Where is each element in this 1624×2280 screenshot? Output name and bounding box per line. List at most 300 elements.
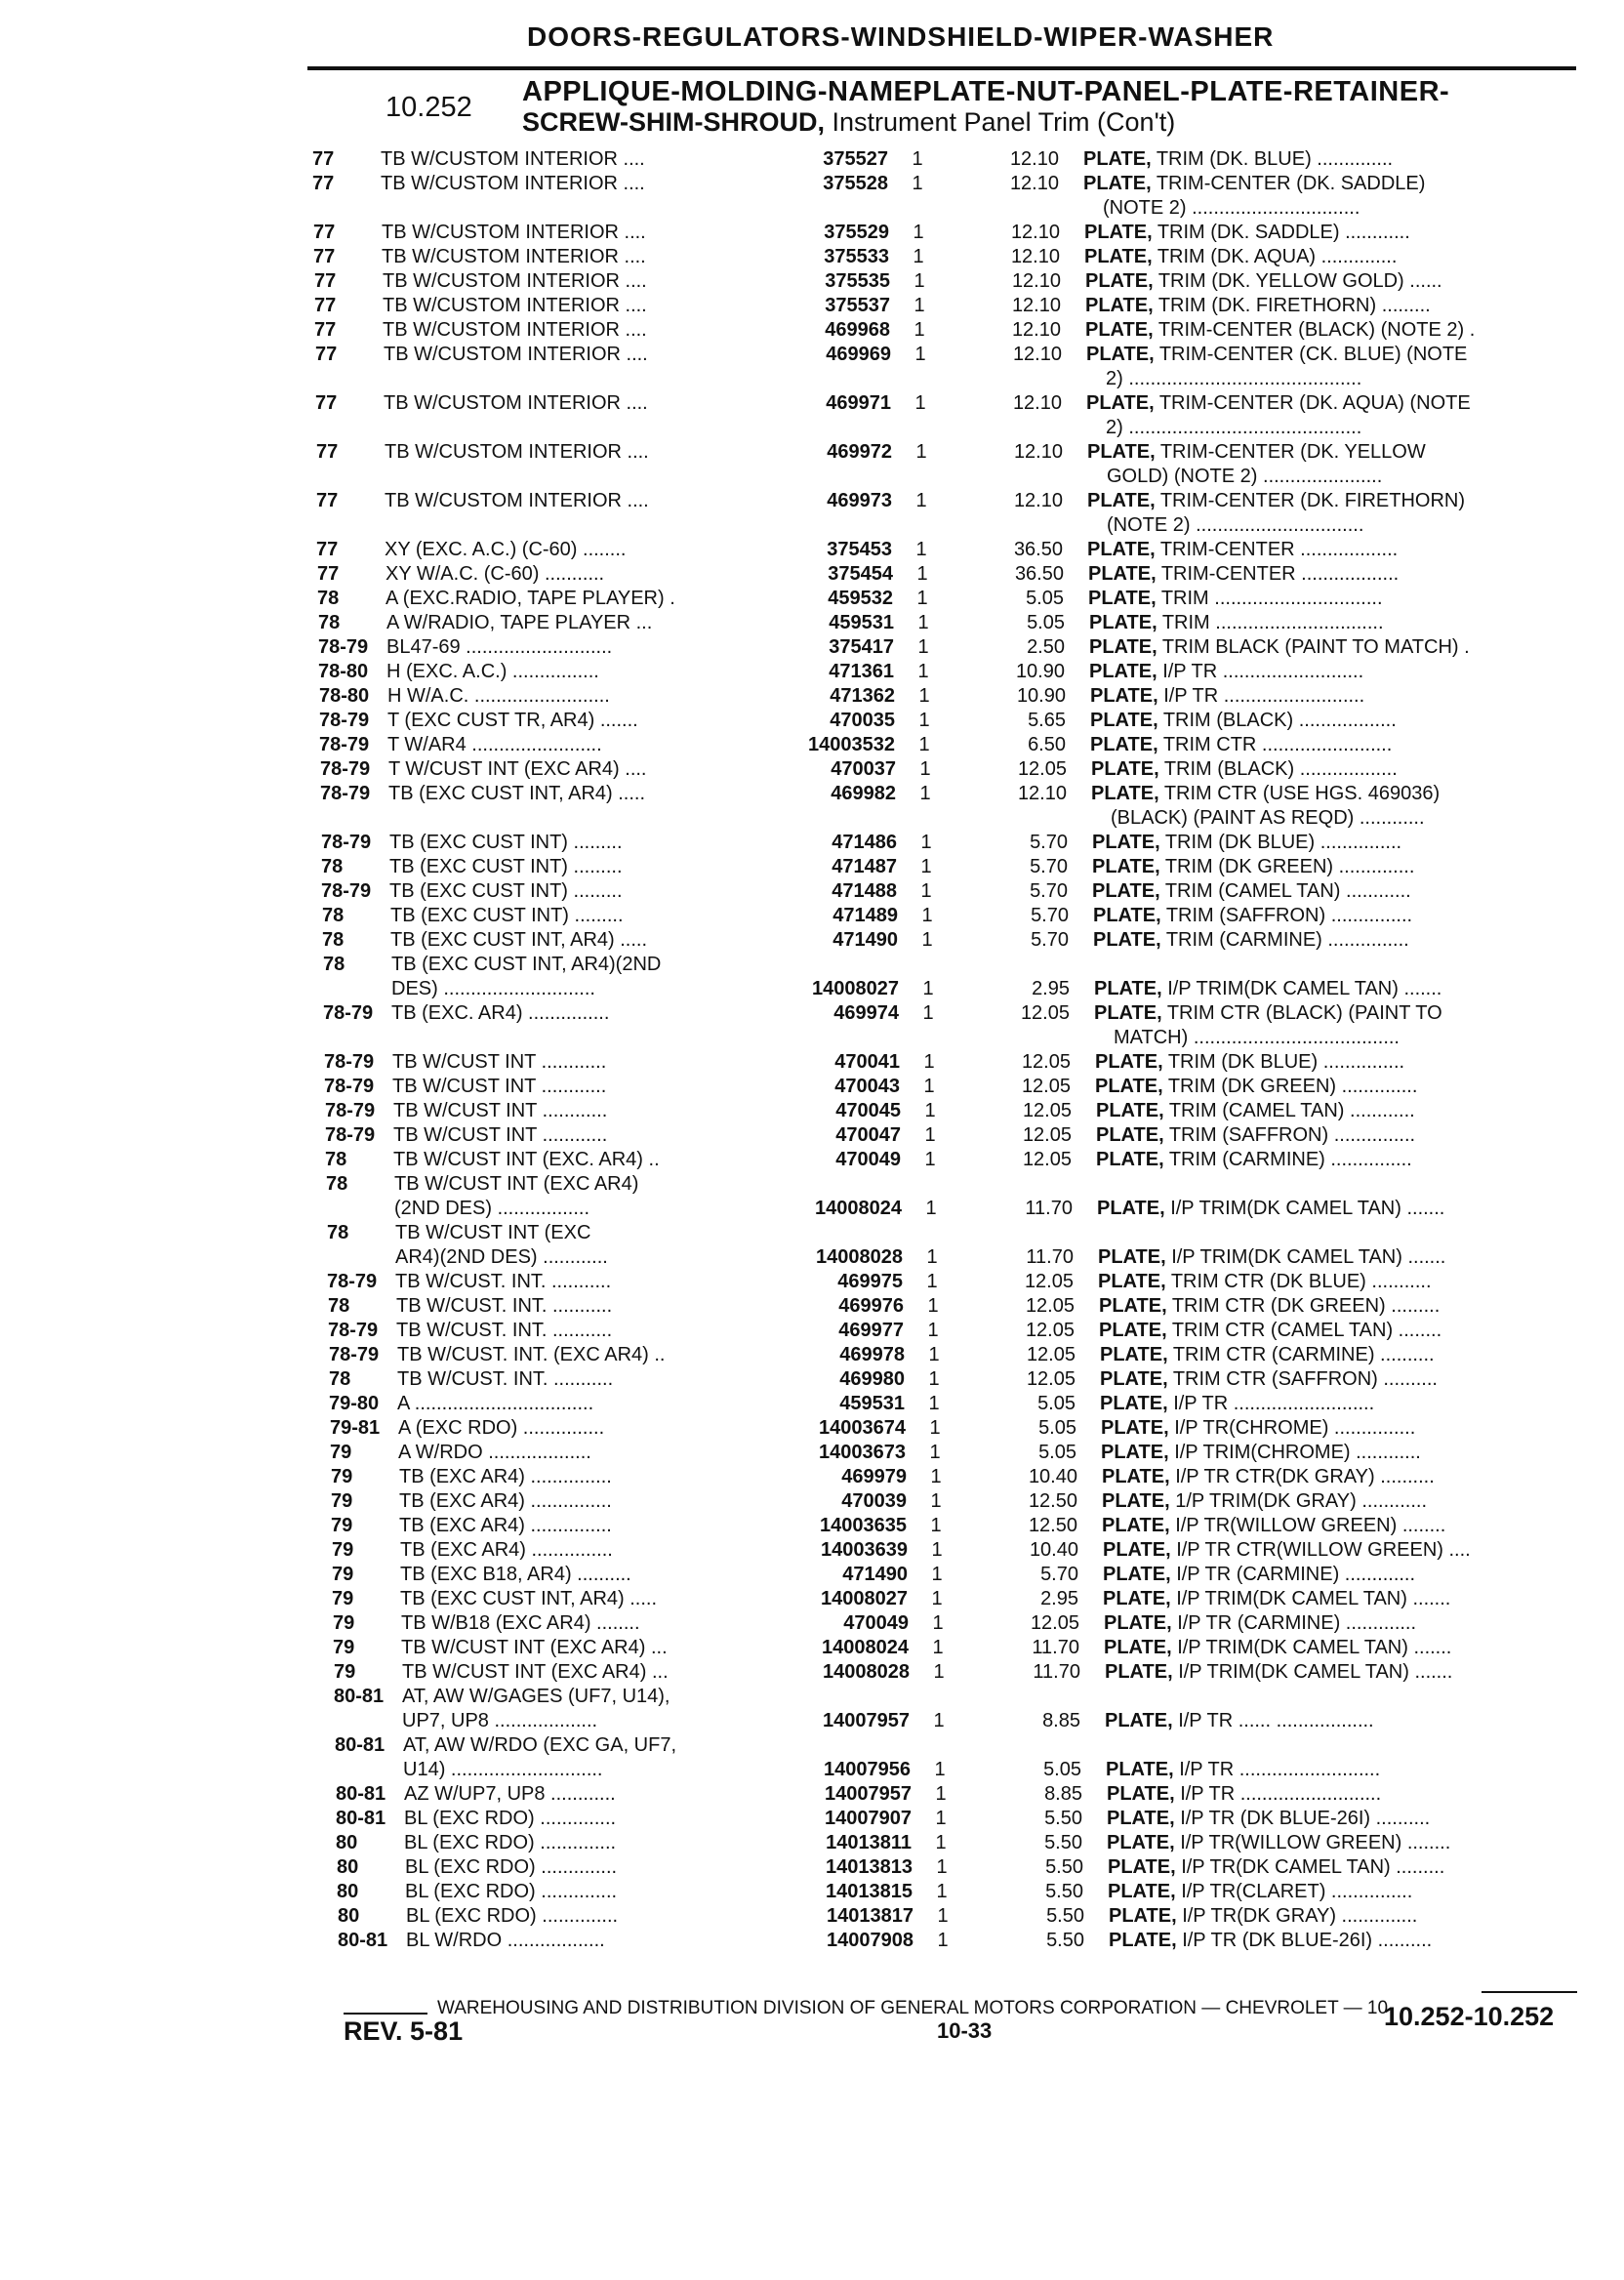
model-year-cell: 80-81 (338, 1930, 388, 1951)
quantity-cell: 1 (936, 1881, 948, 1902)
model-year-cell: 78 (329, 1368, 351, 1390)
price-cell: 12.05 (1030, 1612, 1079, 1634)
table-row (333, 1611, 1602, 1636)
table-row (325, 1099, 1594, 1123)
part-number-cell: 469975 (837, 1271, 903, 1292)
price-cell: 12.05 (1022, 1149, 1072, 1170)
application-cell: A ................................. (397, 1393, 594, 1414)
model-year-cell: 78-79 (323, 1002, 374, 1024)
application-cell: T W/AR4 ........................ (387, 734, 602, 755)
table-row (324, 1075, 1593, 1099)
revision-label: REV. 5-81 (344, 2016, 464, 2046)
description-cell: PLATE, 1/P TRIM(DK GRAY) ............ (1102, 1490, 1428, 1512)
part-number-cell: 375417 (829, 636, 894, 658)
description-cell: PLATE, TRIM (BLACK) .................. (1091, 758, 1398, 780)
table-row (326, 1197, 1595, 1221)
table-row (315, 391, 1584, 416)
model-year-cell: 80-81 (336, 1808, 386, 1829)
description-cell: PLATE, I/P TR(CLARET) ............... (1108, 1881, 1413, 1902)
application-cell: TB (EXC CUST INT, AR4)(2ND (391, 954, 662, 975)
price-cell: 5.70 (1040, 1564, 1078, 1585)
application-cell: TB W/CUSTOM INTERIOR .... (381, 173, 645, 194)
quantity-cell: 1 (913, 246, 924, 267)
description-cell: PLATE, TRIM CTR (DK GREEN) ......... (1099, 1295, 1441, 1317)
description-cell: PLATE, TRIM (DK. SADDLE) ............ (1084, 222, 1410, 243)
table-row (316, 538, 1585, 562)
table-row (313, 221, 1582, 245)
application-cell: TB W/B18 (EXC AR4) ........ (401, 1612, 640, 1634)
quantity-cell: 1 (920, 832, 932, 853)
description-cell: PLATE, TRIM CTR (CARMINE) .......... (1100, 1344, 1435, 1365)
quantity-cell: 1 (933, 1710, 945, 1731)
model-year-cell: 78-79 (324, 1051, 375, 1073)
quantity-cell: 1 (914, 270, 925, 292)
quantity-cell: 1 (937, 1905, 949, 1927)
table-row (317, 562, 1586, 587)
model-year-cell: 77 (313, 222, 336, 243)
quantity-cell: 1 (918, 710, 930, 731)
description-cell: PLATE, I/P TR .......................... (1089, 661, 1364, 682)
model-year-cell: 79 (331, 1490, 353, 1512)
price-cell: 5.70 (1030, 880, 1068, 902)
application-cell: BL47-69 ........................... (386, 636, 613, 658)
table-row (327, 1270, 1596, 1294)
description-cell: PLATE, TRIM ............................... (1088, 588, 1383, 609)
table-row (317, 587, 1586, 611)
description-cell: PLATE, TRIM (SAFFRON) ............... (1093, 905, 1413, 926)
part-number-cell: 469977 (838, 1320, 904, 1341)
description-cell: PLATE, I/P TR(WILLOW GREEN) ........ (1102, 1515, 1446, 1536)
table-row (322, 904, 1591, 928)
table-row (312, 172, 1581, 196)
price-cell: 10.40 (1029, 1539, 1078, 1561)
price-cell: 12.05 (1025, 1320, 1075, 1341)
part-number-cell: 14008024 (815, 1198, 902, 1219)
price-cell: 5.70 (1031, 929, 1069, 951)
part-number-cell: 14003674 (819, 1417, 906, 1439)
part-number-cell: 469971 (826, 392, 891, 414)
price-cell: 5.05 (1038, 1442, 1076, 1463)
application-cell: AR4)(2ND DES) ............ (395, 1246, 608, 1268)
quantity-cell: 1 (922, 1002, 934, 1024)
description-continuation: 2) ........................................... (1106, 368, 1362, 389)
description-cell: PLATE, TRIM (DK. FIRETHORN) ......... (1085, 295, 1431, 316)
model-year-cell: 77 (315, 392, 338, 414)
part-number-cell: 14003639 (821, 1539, 908, 1561)
price-cell: 12.05 (1026, 1368, 1076, 1390)
table-row (328, 1319, 1597, 1343)
part-number-cell: 375453 (827, 539, 892, 560)
part-number-cell: 471486 (832, 832, 897, 853)
application-cell: TB W/CUSTOM INTERIOR .... (381, 148, 645, 170)
description-cell: PLATE, TRIM (CAMEL TAN) ............ (1096, 1100, 1415, 1121)
quantity-cell: 1 (915, 539, 927, 560)
description-cell: PLATE, TRIM-CENTER .................. (1088, 563, 1400, 585)
part-number-cell: 471361 (829, 661, 894, 682)
part-number-cell: 14007908 (827, 1930, 914, 1951)
application-cell: BL (EXC RDO) .............. (406, 1905, 619, 1927)
description-cell: PLATE, TRIM (DK BLUE) ............... (1092, 832, 1402, 853)
price-cell: 6.50 (1028, 734, 1066, 755)
application-cell: TB (EXC B18, AR4) .......... (400, 1564, 631, 1585)
table-row (329, 1367, 1598, 1392)
quantity-cell: 1 (927, 1320, 939, 1341)
description-cell: PLATE, TRIM-CENTER (DK. FIRETHORN) (1087, 490, 1466, 511)
model-year-cell: 79-80 (329, 1393, 380, 1414)
part-number-cell: 469978 (839, 1344, 905, 1365)
description-cell: PLATE, TRIM-CENTER (CK. BLUE) (NOTE (1086, 344, 1468, 365)
application-cell: BL (EXC RDO) .............. (404, 1832, 617, 1853)
price-cell: 12.05 (1017, 758, 1067, 780)
table-row (336, 1831, 1604, 1855)
model-year-cell: 79 (330, 1442, 352, 1463)
table-row (330, 1416, 1599, 1441)
part-number-cell: 14013817 (827, 1905, 914, 1927)
application-cell: DES) ............................ (391, 978, 595, 999)
part-number-cell: 470039 (841, 1490, 907, 1512)
model-year-cell: 78 (325, 1149, 347, 1170)
quantity-cell: 1 (932, 1637, 944, 1658)
part-number-cell: 471490 (842, 1564, 908, 1585)
table-row (314, 318, 1583, 343)
application-cell: T (EXC CUST TR, AR4) ....... (387, 710, 638, 731)
price-cell: 36.50 (1013, 539, 1063, 560)
price-cell: 11.70 (1025, 1198, 1073, 1219)
part-number-cell: 14008024 (822, 1637, 909, 1658)
application-cell: AT, AW W/RDO (EXC GA, UF7, (403, 1734, 677, 1756)
table-row (335, 1758, 1604, 1782)
model-year-cell: 78 (327, 1222, 349, 1243)
table-row (319, 733, 1588, 757)
price-cell: 5.05 (1037, 1393, 1076, 1414)
part-number-cell: 469973 (827, 490, 892, 511)
table-row (327, 1221, 1596, 1245)
quantity-cell: 1 (926, 1271, 938, 1292)
price-cell: 10.90 (1015, 661, 1065, 682)
description-cell: PLATE, I/P TRIM(CHROME) ............ (1101, 1442, 1421, 1463)
model-year-cell: 78-80 (318, 661, 369, 682)
quantity-cell: 1 (912, 173, 923, 194)
application-cell: TB W/CUST. INT. ........... (397, 1368, 614, 1390)
model-year-cell: 77 (317, 563, 340, 585)
price-cell: 12.05 (1022, 1124, 1072, 1146)
price-cell: 12.10 (1011, 295, 1061, 316)
part-number-cell: 14013811 (826, 1832, 912, 1853)
price-cell: 5.50 (1046, 1905, 1084, 1927)
table-row (337, 1855, 1605, 1880)
quantity-cell: 1 (915, 490, 927, 511)
table-row (314, 294, 1583, 318)
quantity-cell: 1 (921, 905, 933, 926)
part-number-cell: 469969 (826, 344, 891, 365)
model-year-cell: 78 (321, 856, 344, 877)
table-row (318, 611, 1587, 635)
part-number-cell: 375528 (823, 173, 888, 194)
price-cell: 5.05 (1026, 588, 1064, 609)
table-row (316, 489, 1585, 513)
description-cell: PLATE, TRIM (DK GREEN) .............. (1095, 1076, 1418, 1097)
model-year-cell: 78-79 (320, 758, 371, 780)
description-cell: PLATE, TRIM (CARMINE) ............... (1096, 1149, 1412, 1170)
part-number-cell: 471362 (830, 685, 895, 707)
application-cell: TB W/CUST INT (EXC AR4) ... (402, 1661, 669, 1683)
quantity-cell: 1 (929, 1417, 941, 1439)
application-cell: AZ W/UP7, UP8 ............ (404, 1783, 616, 1805)
quantity-cell: 1 (936, 1856, 948, 1878)
price-cell: 5.70 (1030, 832, 1068, 853)
part-number-cell: 375454 (828, 563, 893, 585)
quantity-cell: 1 (931, 1564, 943, 1585)
price-cell: 12.10 (1009, 173, 1059, 194)
application-cell: UP7, UP8 ................... (402, 1710, 598, 1731)
price-cell: 12.10 (1010, 246, 1060, 267)
model-year-cell: 78-79 (324, 1076, 375, 1097)
description-cell: PLATE, I/P TR ...... .................. (1105, 1710, 1374, 1731)
part-number-cell: 471488 (832, 880, 897, 902)
quantity-cell: 1 (920, 856, 932, 877)
quantity-cell: 1 (918, 734, 930, 755)
description-continuation: (NOTE 2) ............................... (1103, 197, 1360, 219)
quantity-cell: 1 (924, 1100, 936, 1121)
part-number-cell: 469968 (825, 319, 890, 341)
quantity-cell: 1 (920, 880, 932, 902)
application-cell: AT, AW W/GAGES (UF7, U14), (402, 1686, 670, 1707)
part-number-cell: 14013813 (826, 1856, 913, 1878)
model-year-cell: 79 (332, 1564, 354, 1585)
table-row (328, 1294, 1597, 1319)
description-cell: PLATE, I/P TR(DK CAMEL TAN) ......... (1108, 1856, 1445, 1878)
description-cell: PLATE, TRIM-CENTER .................. (1087, 539, 1399, 560)
application-cell: TB (EXC CUST INT) ......... (389, 880, 623, 902)
quantity-cell: 1 (935, 1808, 947, 1829)
model-year-cell: 80-81 (336, 1783, 386, 1805)
table-row (330, 1441, 1599, 1465)
quantity-cell: 1 (928, 1393, 940, 1414)
application-cell: TB W/CUST. INT. ........... (396, 1295, 613, 1317)
quantity-cell: 1 (926, 1246, 938, 1268)
description-cell: PLATE, I/P TRIM(DK CAMEL TAN) ....... (1103, 1588, 1451, 1609)
part-number-cell: 14003635 (820, 1515, 907, 1536)
table-row (332, 1538, 1601, 1563)
model-year-cell: 79 (331, 1466, 353, 1487)
table-row (329, 1343, 1598, 1367)
description-cell: PLATE, TRIM (CARMINE) ............... (1093, 929, 1409, 951)
quantity-cell: 1 (912, 148, 923, 170)
part-number-cell: 471490 (832, 929, 898, 951)
price-cell: 11.70 (1026, 1246, 1074, 1268)
table-row (325, 1123, 1594, 1148)
application-cell: TB W/CUST. INT. (EXC AR4) .. (397, 1344, 666, 1365)
description-cell: PLATE, TRIM CTR (USE HGS. 469036) (1091, 783, 1441, 804)
application-cell: TB W/CUSTOM INTERIOR .... (382, 246, 646, 267)
quantity-cell: 1 (933, 1661, 945, 1683)
quantity-cell: 1 (930, 1515, 942, 1536)
model-year-cell: 79 (333, 1612, 355, 1634)
price-cell: 36.50 (1014, 563, 1064, 585)
description-cell: PLATE, I/P TR(CHROME) ............... (1101, 1417, 1416, 1439)
quantity-cell: 1 (915, 441, 927, 463)
model-year-cell: 78-79 (318, 636, 369, 658)
model-year-cell: 77 (312, 173, 335, 194)
application-cell: U14) ............................ (403, 1759, 603, 1780)
model-year-cell: 78-79 (321, 832, 372, 853)
table-row (336, 1782, 1604, 1807)
description-cell: PLATE, TRIM (DK. YELLOW GOLD) ...... (1085, 270, 1442, 292)
description-continuation: MATCH) ...................................... (1114, 1027, 1400, 1048)
table-row (334, 1685, 1603, 1709)
part-number-cell: 14008028 (823, 1661, 910, 1683)
description-cell: PLATE, I/P TR (CARMINE) ............. (1103, 1564, 1416, 1585)
application-cell: TB W/CUST. INT. ........... (396, 1320, 613, 1341)
part-number-cell: 14007957 (825, 1783, 912, 1805)
footer-rule-right (1482, 1991, 1577, 1993)
table-row (321, 831, 1590, 855)
application-cell: TB W/CUST. INT. ........... (395, 1271, 612, 1292)
quantity-cell: 1 (914, 295, 925, 316)
price-cell: 12.50 (1028, 1515, 1077, 1536)
application-cell: TB W/CUST INT (EXC. AR4) .. (393, 1149, 660, 1170)
table-row (331, 1489, 1600, 1514)
price-cell: 12.10 (1012, 344, 1062, 365)
application-cell: TB W/CUSTOM INTERIOR .... (383, 270, 647, 292)
model-year-cell: 77 (315, 344, 338, 365)
table-row (313, 245, 1582, 269)
section-title-line1: APPLIQUE-MOLDING-NAMEPLATE-NUT-PANEL-PLATE-RETAINER- (522, 76, 1450, 107)
model-year-cell: 80 (337, 1856, 359, 1878)
price-cell: 5.70 (1030, 856, 1068, 877)
quantity-cell: 1 (917, 636, 929, 658)
table-row (322, 928, 1591, 953)
quantity-cell: 1 (914, 319, 925, 341)
model-year-cell: 78-79 (319, 710, 370, 731)
description-cell: PLATE, I/P TR CTR(DK GRAY) .......... (1102, 1466, 1435, 1487)
application-cell: TB W/CUST INT (EXC (395, 1222, 591, 1243)
table-row (321, 879, 1590, 904)
description-cell: PLATE, I/P TR .......................... (1100, 1393, 1375, 1414)
application-cell: TB (EXC CUST INT) ......... (389, 856, 623, 877)
description-cell: PLATE, TRIM (SAFFRON) ............... (1096, 1124, 1416, 1146)
page-header-title: DOORS-REGULATORS-WINDSHIELD-WIPER-WASHER (527, 21, 1275, 52)
table-row (329, 1392, 1598, 1416)
description-cell: PLATE, TRIM CTR (SAFFRON) .......... (1100, 1368, 1438, 1390)
model-year-cell: 79-81 (330, 1417, 381, 1439)
application-cell: A (EXC.RADIO, TAPE PLAYER) . (386, 588, 675, 609)
part-number-cell: 14008028 (816, 1246, 903, 1268)
application-cell: TB W/CUST INT ............ (392, 1051, 607, 1073)
price-cell: 12.05 (1020, 1002, 1070, 1024)
table-row (323, 1001, 1592, 1026)
part-number-cell: 471489 (832, 905, 898, 926)
part-number-cell: 459531 (829, 612, 894, 633)
description-cell: PLATE, I/P TRIM(DK CAMEL TAN) ....... (1098, 1246, 1446, 1268)
part-number-cell: 14003532 (808, 734, 895, 755)
description-cell: PLATE, I/P TR .......................... (1107, 1783, 1382, 1805)
part-number-cell: 14013815 (826, 1881, 913, 1902)
part-number-cell: 469979 (841, 1466, 907, 1487)
part-number-cell: 14008027 (821, 1588, 908, 1609)
quantity-cell: 1 (916, 563, 928, 585)
table-row (312, 147, 1581, 172)
price-cell: 12.10 (1013, 441, 1063, 463)
model-year-cell: 78-79 (325, 1124, 376, 1146)
application-cell: A W/RADIO, TAPE PLAYER ... (386, 612, 653, 633)
quantity-cell: 1 (914, 392, 926, 414)
quantity-cell: 1 (913, 222, 924, 243)
description-cell: PLATE, TRIM (DK. BLUE) .............. (1083, 148, 1394, 170)
description-cell: PLATE, I/P TRIM(DK CAMEL TAN) ....... (1105, 1661, 1453, 1683)
table-row (331, 1465, 1600, 1489)
price-cell: 11.70 (1033, 1661, 1080, 1683)
model-year-cell: 78-79 (320, 783, 371, 804)
model-year-cell: 80 (338, 1905, 360, 1927)
price-cell: 12.10 (1013, 490, 1063, 511)
part-number-cell: 469982 (831, 783, 896, 804)
table-row (326, 1172, 1595, 1197)
footer-publisher-line: WAREHOUSING AND DISTRIBUTION DIVISION OF GENERAL MOTORS CORPORATION — CHEVROLET — 10 (437, 1998, 1389, 2018)
application-cell: TB (EXC. AR4) ............... (391, 1002, 610, 1024)
application-cell: BL (EXC RDO) .............. (405, 1856, 618, 1878)
quantity-cell: 1 (918, 685, 930, 707)
application-cell: TB (EXC CUST INT, AR4) ..... (390, 929, 648, 951)
price-cell: 8.85 (1042, 1710, 1080, 1731)
application-cell: TB W/CUSTOM INTERIOR .... (383, 319, 647, 341)
price-cell: 5.50 (1046, 1930, 1084, 1951)
part-number-cell: 14003673 (819, 1442, 906, 1463)
price-cell: 12.50 (1028, 1490, 1077, 1512)
quantity-cell: 1 (914, 344, 926, 365)
table-row (334, 1660, 1603, 1685)
part-number-cell: 459532 (828, 588, 893, 609)
model-year-cell: 79 (331, 1515, 353, 1536)
model-year-cell: 79 (334, 1661, 356, 1683)
quantity-cell: 1 (923, 1051, 935, 1073)
model-year-cell: 78-79 (325, 1100, 376, 1121)
description-cell: PLATE, TRIM (BLACK) .................. (1090, 710, 1397, 731)
model-year-cell: 80-81 (335, 1734, 386, 1756)
application-cell: TB W/CUSTOM INTERIOR .... (385, 441, 649, 463)
quantity-cell: 1 (922, 978, 934, 999)
part-number-cell: 469972 (827, 441, 892, 463)
part-number-cell: 375527 (823, 148, 888, 170)
price-cell: 12.05 (1021, 1051, 1071, 1073)
application-cell: TB W/CUST INT ............ (393, 1100, 608, 1121)
table-row (327, 1245, 1596, 1270)
part-number-cell: 375529 (824, 222, 889, 243)
part-number-cell: 469980 (839, 1368, 905, 1390)
application-cell: TB (EXC AR4) ............... (399, 1466, 612, 1487)
table-row (331, 1514, 1600, 1538)
model-year-cell: 77 (312, 148, 335, 170)
price-cell: 12.05 (1024, 1271, 1074, 1292)
description-cell: PLATE, I/P TR (CARMINE) ............. (1104, 1612, 1417, 1634)
price-cell: 12.10 (1009, 148, 1059, 170)
price-cell: 2.95 (1040, 1588, 1078, 1609)
application-cell: TB W/CUST INT (EXC AR4) (394, 1173, 639, 1195)
description-cell: PLATE, I/P TR(DK GRAY) .............. (1109, 1905, 1418, 1927)
table-row (332, 1563, 1601, 1587)
model-year-cell: 78-79 (328, 1320, 379, 1341)
model-year-cell: 77 (316, 490, 339, 511)
footer-rule-left (344, 2013, 427, 2015)
description-cell: PLATE, I/P TR .......................... (1106, 1759, 1381, 1780)
application-cell: TB (EXC CUST INT) ......... (389, 832, 623, 853)
description-cell: PLATE, TRIM ............................... (1089, 612, 1384, 633)
description-continuation: (NOTE 2) ............................... (1107, 514, 1364, 536)
price-cell: 12.10 (1012, 392, 1062, 414)
description-cell: PLATE, I/P TR(WILLOW GREEN) ........ (1107, 1832, 1451, 1853)
table-row (323, 977, 1592, 1001)
price-cell: 5.65 (1028, 710, 1066, 731)
